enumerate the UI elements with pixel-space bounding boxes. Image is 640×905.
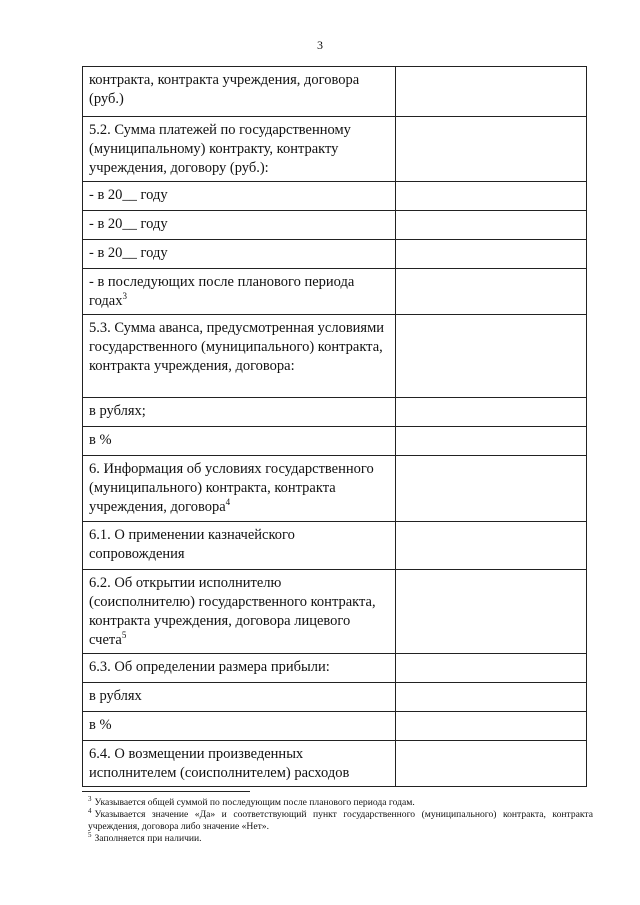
table-row: [83, 456, 587, 522]
footnote: [88, 806, 593, 833]
row-value-cell[interactable]: [396, 427, 587, 456]
table-row: [83, 522, 587, 570]
table-row: [83, 398, 587, 427]
table-row: [83, 240, 587, 269]
table-row: [83, 211, 587, 240]
row-value-cell[interactable]: [396, 182, 587, 211]
footnote-text: Указывается значение «Да» и соответствующий пункт государственного (муниципального) контракта, контракта учреждения, договора либо значение «Нет».: [88, 809, 593, 832]
footnote: [88, 830, 593, 845]
footnotes: [88, 794, 593, 845]
row-label: в %: [83, 712, 396, 741]
row-label: - в 20__ году: [83, 240, 396, 269]
row-label: 6.4. О возмещении произведенных исполнителем (соисполнителем) расходов: [83, 741, 396, 787]
row-value-cell[interactable]: [396, 683, 587, 712]
row-value-cell[interactable]: [396, 741, 587, 787]
row-value-cell[interactable]: [396, 117, 587, 182]
footnote-number: 4: [88, 806, 92, 815]
row-value-cell[interactable]: [396, 654, 587, 683]
footnote-ref: 4: [225, 497, 231, 508]
row-label: контракта, контракта учреждения, договора (руб.): [83, 67, 396, 117]
row-label: в рублях: [83, 683, 396, 712]
footnote-text: Указывается общей суммой по последующим после планового периода годам.: [94, 797, 415, 808]
row-value-cell[interactable]: [396, 67, 587, 117]
row-label: в %: [83, 427, 396, 456]
footnote-text: Заполняется при наличии.: [94, 833, 202, 844]
table-row: [83, 427, 587, 456]
row-label: 5.2. Сумма платежей по государственному (муниципальному) контракту, контракту учреждения, договору (руб.):: [83, 117, 396, 182]
table-row: [83, 269, 587, 315]
footnote-divider: [82, 791, 250, 792]
row-label: - в последующих после планового периода годах$^3$: [83, 269, 396, 315]
table-row: [83, 654, 587, 683]
row-value-cell[interactable]: [396, 211, 587, 240]
footnote-ref: 5: [121, 630, 127, 641]
row-label: - в 20__ году: [83, 182, 396, 211]
table-row: [83, 741, 587, 787]
row-label: 5.3. Сумма аванса, предусмотренная условиями государственного (муниципального) контракта, контракта учреждения, договора:: [83, 315, 396, 398]
row-label: - в 20__ году: [83, 211, 396, 240]
table-row: [83, 683, 587, 712]
footnote: [88, 794, 593, 809]
row-label: 6.1. О применении казначейского сопровождения: [83, 522, 396, 570]
row-value-cell[interactable]: [396, 398, 587, 427]
row-label: 6. Информация об условиях государственного (муниципального) контракта, контракта учреждения, договора$^4$: [83, 456, 396, 522]
table-row: [83, 182, 587, 211]
page-number: 3: [317, 38, 323, 52]
table-row: [83, 570, 587, 654]
table-row: [83, 712, 587, 741]
row-value-cell[interactable]: [396, 456, 587, 522]
footnote-number: 5: [88, 830, 92, 839]
row-value-cell[interactable]: [396, 570, 587, 654]
footnote-number: 3: [88, 794, 92, 803]
data-table: [82, 66, 587, 787]
table-row: [83, 117, 587, 182]
table-row: [83, 315, 587, 398]
row-label: 6.3. Об определении размера прибыли:: [83, 654, 396, 683]
row-value-cell[interactable]: [396, 712, 587, 741]
row-label: 6.2. Об открытии исполнителю (соисполнителю) государственного контракта, контракта учреждения, договора лицевого счета$^5$: [83, 570, 396, 654]
row-label: в рублях;: [83, 398, 396, 427]
table-row: [83, 67, 587, 117]
row-value-cell[interactable]: [396, 315, 587, 398]
footnote-ref: 3: [122, 291, 127, 302]
row-value-cell[interactable]: [396, 240, 587, 269]
row-value-cell[interactable]: [396, 269, 587, 315]
row-value-cell[interactable]: [396, 522, 587, 570]
